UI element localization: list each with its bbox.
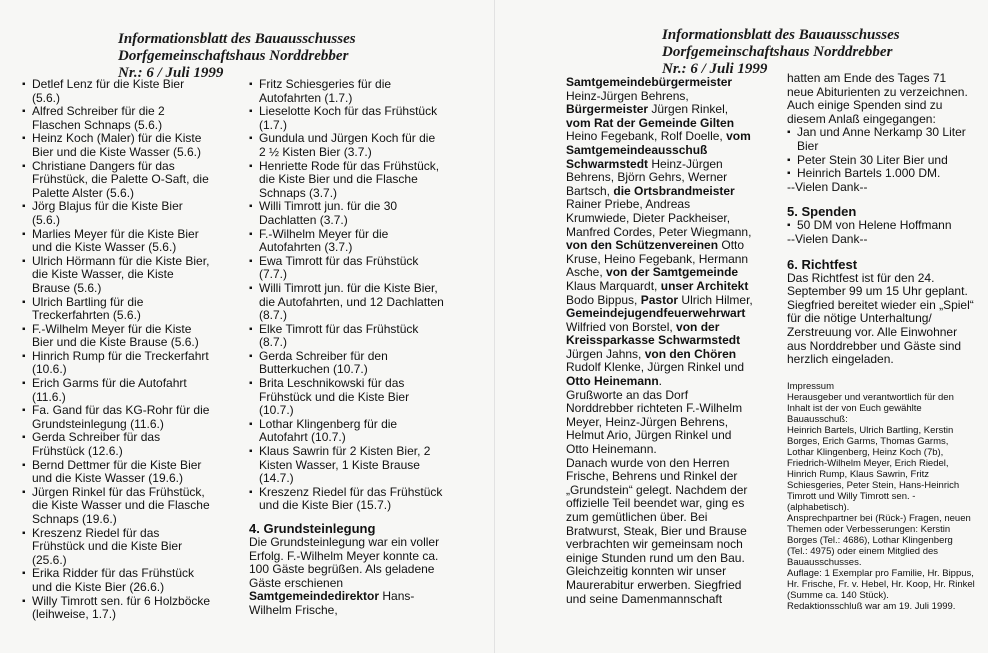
guest-role: vom Rat der Gemeinde Gilten	[566, 115, 735, 130]
list-item: ▪ Gerda Schreiber für das Frühstück (12.6.)	[22, 431, 212, 458]
list-item: ▪ Erich Garms für die Autofahrt (11.6.)	[22, 377, 212, 404]
list-item: ▪ Klaus Sawrin für 2 Kisten Bier, 2 Kisten Wasser, 1 Kiste Brause (14.7.)	[249, 445, 444, 486]
section-4-title: 4. Grundsteinlegung	[249, 521, 376, 536]
thanks-list-column-1	[22, 78, 212, 622]
greetings-paragraph: Grußworte an das Dorf Norddrebber richteten F.-Wilhelm Meyer, Heinz-Jürgen Behrens, Helmut Ario, Jürgen Rinkel und Otto Heinemann.	[566, 387, 743, 457]
thanks-list-column-2	[249, 78, 444, 618]
header-line-2: Dorfgemeinschaftshaus Norddrebber	[662, 44, 893, 60]
header-line-3: Nr.: 6 / Juli 1999	[662, 61, 768, 77]
list-item: ▪ Alfred Schreiber für die 2 Flaschen Schnaps (5.6.)	[22, 105, 212, 132]
list-item: ▪ Erika Ridder für das Frühstück und die Kiste Bier (26.6.)	[22, 567, 212, 594]
list-item: ▪ Elke Timrott für das Frühstück (8.7.)	[249, 323, 444, 350]
guest-names: Wilfried von Borstel,	[566, 319, 673, 334]
list-item: ▪ Jürgen Rinkel für das Frühstück, die Kiste Wasser und die Flasche Schnaps (19.6.)	[22, 486, 212, 527]
guest-role: vom Samtgemeindeausschuß Schwarmstedt	[566, 129, 751, 171]
list-item: ▪ Willy Timrott sen. für 6 Holzböcke (leihweise, 1.7.)	[22, 595, 212, 622]
thanks-line: --Vielen Dank--	[787, 179, 868, 194]
header-line-1: Informationsblatt des Bauausschusses	[118, 31, 356, 47]
thanks-line: --Vielen Dank--	[787, 231, 868, 246]
impressum-text: Redaktionsschluß war am 19. Juli 1999.	[787, 600, 956, 612]
header-line-3: Nr.: 6 / Juli 1999	[118, 65, 224, 81]
list-item: ▪ Christiane Dangers für das Frühstück, die Palette O-Saft, die Palette Alster (5.6.)	[22, 160, 212, 201]
donations-column	[787, 72, 975, 612]
guest-names: Bodo Bippus,	[566, 292, 638, 307]
thanks-list	[22, 78, 212, 622]
list-item: ▪ Peter Stein 30 Liter Bier und	[787, 154, 975, 168]
impressum-text: Heinrich Bartels, Ulrich Bartling, Kerstin Borges, Erich Garms, Thomas Garms, Lothar Klingenberg, Heinz Koch (7b), Friedrich-Wilhelm Meyer, Erich Riedel, Hinrich Rump, Klaus Sawrin, Fritz Schiesgeries, Peter Stein, Hans-Heinrich Timrott und Willy Timrott sen. - (alphabetisch).	[787, 424, 960, 513]
guest-names: Ulrich Hilmer,	[678, 292, 753, 307]
left-page-header	[118, 31, 356, 82]
guest-names: Heinz-Jürgen Behrens, Björn Gehrs, Werner Bartsch,	[566, 156, 728, 198]
guest-names: Heino Fegebank, Rolf Doelle,	[566, 129, 723, 144]
impressum	[787, 381, 975, 612]
list-item: ▪ F.-Wilhelm Meyer für die Autofahrten (3.7.)	[249, 228, 444, 255]
guest-role: Samtgemeindedirektor	[249, 589, 380, 604]
list-item: ▪ Kreszenz Riedel für das Frühstück und die Kiste Bier (15.7.)	[249, 486, 444, 513]
guest-role: unser Architekt	[660, 278, 749, 293]
impressum-text: Herausgeber und verantwortlich für den Inhalt ist der von Euch gewählte Bauausschuß:	[787, 391, 954, 425]
header-line-2: Dorfgemeinschaftshaus Norddrebber	[118, 48, 349, 64]
list-item: ▪ Marlies Meyer für die Kiste Bier und die Kiste Wasser (5.6.)	[22, 228, 212, 255]
richtfest-paragraph: Das Richtfest ist für den 24. September 99 um 15 Uhr geplant. Siegfried bereitet wieder ein „Spiel“ für die nötige Unterhaltung/ Zerstreuung vor. Alle Einwohner aus Norddrebber und Gäste sind herzlich eingeladen.	[787, 270, 974, 367]
guest-role: von den Schützenvereinen	[566, 238, 719, 253]
list-item: ▪ Detlef Lenz für die Kiste Bier (5.6.)	[22, 78, 212, 105]
guest-role: von der Samtgemeinde	[606, 265, 739, 280]
list-item: ▪ Willi Timrott jun. für die 30 Dachlatten (3.7.)	[249, 200, 444, 227]
guest-names: Jürgen Jahns,	[566, 346, 642, 361]
list-item: ▪ Hinrich Rump für die Treckerfahrt (10.6.)	[22, 350, 212, 377]
guest-role: von den Chören	[644, 346, 737, 361]
impressum-text: Auflage: 1 Exemplar pro Familie, Hr. Bippus, Hr. Frische, Fr. v. Hebel, Hr. Koop, Hr. Rinkel (Summe ca. 140 Stück).	[787, 567, 975, 601]
ceremony-paragraph: Danach wurde von den Herren Frische, Behrens und Rinkel der „Grundstein“ gelegt. Nachdem der offizielle Teil beendet war, ging es zum gemütlichen über. Bei Bratwurst, Steak, Bier und Brause verbrachten wir gemeinsam noch einige Stunden rund um den Bau. Gleichzeitig konnten wir unser Maurerabitur erwerben. Siegfried und seine Damenmannschaft	[566, 455, 748, 606]
thanks-list	[249, 78, 444, 513]
list-item: ▪ Jörg Blajus für die Kiste Bier (5.6.)	[22, 200, 212, 227]
donation-list	[787, 219, 975, 233]
list-item: ▪ Ewa Timrott für das Frühstück (7.7.)	[249, 255, 444, 282]
list-item: ▪ Heinz Koch (Maler) für die Kiste Bier und die Kiste Wasser (5.6.)	[22, 132, 212, 159]
guests-column	[566, 76, 756, 606]
list-item: ▪ Bernd Dettmer für die Kiste Bier und die Kiste Wasser (19.6.)	[22, 459, 212, 486]
guest-role: Otto Heinemann	[566, 374, 659, 389]
guest-names: Klaus Marquardt,	[566, 278, 658, 293]
guest-role: Gemeindejugendfeuerwehrwart	[566, 306, 746, 321]
guest-names: Jürgen Rinkel,	[648, 102, 729, 117]
guest-names: Otto Kruse, Heino Fegebank, Hermann Asche,	[566, 238, 749, 280]
guest-names: .	[658, 374, 663, 389]
guest-names: Heinz-Jürgen Behrens,	[566, 88, 689, 103]
guest-role: die Ortsbrandmeister	[613, 183, 735, 198]
guest-role: Bürgermeister	[566, 102, 649, 117]
guest-names: Rainer Priebe, Andreas Krumwiede, Dieter Packheiser, Manfred Cordes, Peter Wiegmann,	[566, 197, 752, 239]
abitur-paragraph: hatten am Ende des Tages 71 neue Abiturienten zu verzeichnen. Auch einige Spenden sind zu diesem Anlaß eingegangen:	[787, 71, 968, 126]
list-item: ▪ Henriette Rode für das Frühstück, die Kiste Bier und die Flasche Schnaps (3.7.)	[249, 160, 444, 201]
list-item: ▪ Ulrich Bartling für die Treckerfahrten (5.6.)	[22, 296, 212, 323]
list-item: ▪ Brita Leschnikowski für das Frühstück und die Kiste Bier (10.7.)	[249, 377, 444, 418]
list-item: ▪ Willi Timrott jun. für die Kiste Bier, die Autofahrten, und 12 Dachlatten (8.7.)	[249, 282, 444, 323]
impressum-text: Ansprechpartner bei (Rück-) Fragen, neuen Themen oder Verbesserungen: Kerstin Borges (Tel.: 4686), Lothar Klingenberg (Tel.: 4975) oder einem Mitglied des Bauausschusses.	[787, 512, 971, 568]
list-item: ▪ 50 DM von Helene Hoffmann	[787, 219, 975, 233]
page-fold	[494, 0, 495, 653]
guest-list	[566, 76, 756, 389]
section-5-title: 5. Spenden	[787, 204, 857, 220]
guest-names: Hans-Wilhelm Frische,	[249, 589, 415, 617]
list-item: ▪ Heinrich Bartels 1.000 DM.	[787, 167, 975, 181]
list-item: ▪ Fritz Schiesgeries für die Autofahrten (1.7.)	[249, 78, 444, 105]
list-item: ▪ Lieselotte Koch für das Frühstück (1.7.)	[249, 105, 444, 132]
list-item: ▪ Lothar Klingenberg für die Autofahrt (10.7.)	[249, 418, 444, 445]
guest-role: Pastor	[640, 292, 679, 307]
section-4-intro-text: Die Grundsteinlegung war ein voller Erfolg. F.-Wilhelm Meyer konnte ca. 100 Gäste begrüßen. Als geladene Gäste erschienen	[249, 535, 440, 590]
list-item: ▪ Fa. Gand für das KG-Rohr für die Grundsteinlegung (11.6.)	[22, 404, 212, 431]
donation-list	[787, 126, 975, 180]
list-item: ▪ F.-Wilhelm Meyer für die Kiste Bier und die Kiste Brause (5.6.)	[22, 323, 212, 350]
list-item: ▪ Gundula und Jürgen Koch für die 2 ½ Kisten Bier (3.7.)	[249, 132, 444, 159]
list-item: ▪ Kreszenz Riedel für das Frühstück und die Kiste Bier (25.6.)	[22, 527, 212, 568]
header-line-1: Informationsblatt des Bauausschusses	[662, 27, 900, 43]
guest-role: von der Kreissparkasse Schwarmstedt	[566, 319, 741, 348]
section-4-intro	[249, 536, 444, 618]
section-6-title: 6. Richtfest	[787, 256, 858, 272]
list-item: ▪ Gerda Schreiber für den Butterkuchen (10.7.)	[249, 350, 444, 377]
guest-role: Samtgemeindebürgermeister	[566, 75, 733, 89]
guest-names: Rudolf Klenke, Jürgen Rinkel und	[566, 360, 745, 375]
list-item: ▪ Ulrich Hörmann für die Kiste Bier, die Kiste Wasser, die Kiste Brause (5.6.)	[22, 255, 212, 296]
list-item: ▪ Jan und Anne Nerkamp 30 Liter Bier	[787, 126, 975, 153]
impressum-title: Impressum	[787, 380, 834, 392]
